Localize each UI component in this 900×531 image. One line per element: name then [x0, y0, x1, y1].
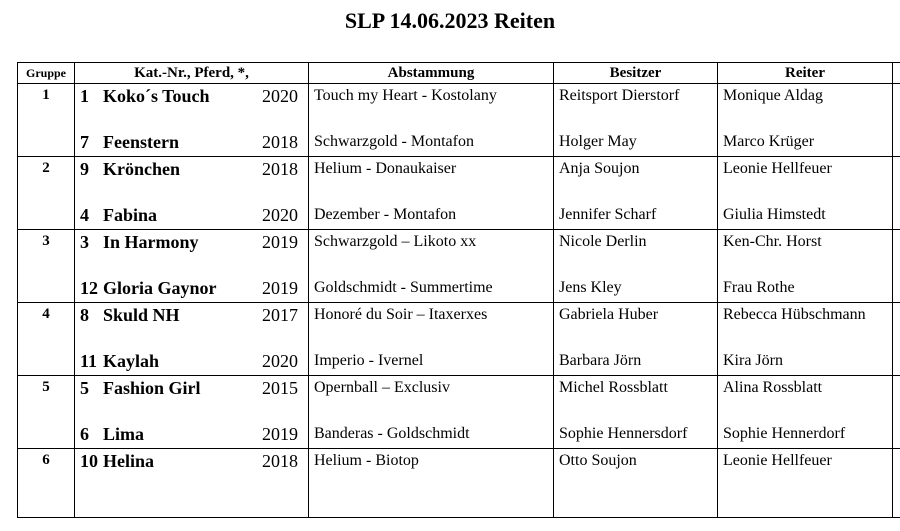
horse-name: Skuld NH — [103, 305, 180, 325]
pedigree: Imperio - Ivernel — [314, 352, 424, 369]
horse-name: Koko´s Touch — [103, 86, 210, 106]
catalog-number: 5 — [80, 378, 89, 398]
table-header-row — [18, 63, 900, 84]
catalog-number: 11 — [80, 351, 98, 371]
catalog-number: 9 — [80, 159, 89, 179]
empty-cell — [893, 449, 900, 518]
horse-entry — [75, 450, 308, 472]
owner: Michel Rossblatt — [559, 379, 668, 396]
rider: Leonie Hellfeuer — [723, 160, 832, 177]
horse-entry — [75, 277, 308, 299]
horse-cell — [75, 376, 309, 449]
horse-entry — [75, 158, 308, 180]
table-row — [18, 376, 900, 449]
pedigree-cell — [309, 376, 554, 449]
horse-entry — [75, 423, 308, 445]
group-number: 5 — [18, 376, 75, 449]
pedigree: Goldschmidt - Summertime — [314, 279, 493, 296]
header-abstammung: Abstammung — [309, 63, 554, 84]
catalog-number: 12 — [80, 278, 98, 298]
pedigree-cell — [309, 230, 554, 303]
catalog-number: 4 — [80, 205, 89, 225]
header-besitzer: Besitzer — [554, 63, 718, 84]
group-number: 4 — [18, 303, 75, 376]
group-number: 6 — [18, 449, 75, 518]
catalog-number: 8 — [80, 305, 89, 325]
birth-year: 2018 — [262, 132, 298, 152]
table-row — [18, 303, 900, 376]
horse-name: Fashion Girl — [103, 378, 201, 398]
owner: Otto Soujon — [559, 452, 637, 469]
owner-cell — [554, 449, 718, 518]
rider: Kira Jörn — [723, 352, 783, 369]
group-number: 2 — [18, 157, 75, 230]
pedigree: Dezember - Montafon — [314, 206, 457, 223]
owner: Holger May — [559, 133, 637, 150]
empty-cell — [893, 157, 900, 230]
horse-cell — [75, 84, 309, 157]
rider-cell — [718, 449, 893, 518]
horse-cell — [75, 157, 309, 230]
header-pferd: Kat.-Nr., Pferd, *, — [75, 63, 309, 84]
empty-cell — [893, 303, 900, 376]
table-row — [18, 157, 900, 230]
owner-cell — [554, 303, 718, 376]
rider-cell — [718, 376, 893, 449]
empty-cell — [893, 84, 900, 157]
birth-year: 2018 — [262, 159, 298, 179]
pedigree: Helium - Biotop — [314, 452, 419, 469]
rider-cell — [718, 303, 893, 376]
birth-year: 2017 — [262, 305, 298, 325]
birth-year: 2015 — [262, 378, 298, 398]
rider: Marco Krüger — [723, 133, 815, 150]
empty-cell — [893, 230, 900, 303]
owner-cell — [554, 84, 718, 157]
horse-entry — [75, 231, 308, 253]
birth-year: 2019 — [262, 424, 298, 444]
horse-entry — [75, 85, 308, 107]
header-gruppe: Gruppe — [18, 63, 75, 84]
owner: Anja Soujon — [559, 160, 640, 177]
owner: Gabriela Huber — [559, 306, 659, 323]
owner: Barbara Jörn — [559, 352, 642, 369]
horse-name: Gloria Gaynor — [103, 278, 217, 298]
rider: Sophie Hennerdorf — [723, 425, 846, 442]
owner-cell — [554, 376, 718, 449]
rider: Rebecca Hübschmann — [723, 306, 866, 323]
horse-entry — [75, 377, 308, 399]
birth-year: 2018 — [262, 451, 298, 471]
owner: Jennifer Scharf — [559, 206, 657, 223]
horse-entry — [75, 204, 308, 226]
horse-name: Lima — [103, 424, 145, 444]
horse-name: Kaylah — [103, 351, 160, 371]
rider: Leonie Hellfeuer — [723, 452, 832, 469]
pedigree: Banderas - Goldschmidt — [314, 425, 470, 442]
rider: Monique Aldag — [723, 87, 823, 104]
pedigree: Opernball – Exclusiv — [314, 379, 450, 396]
horse-cell — [75, 303, 309, 376]
rider: Giulia Himstedt — [723, 206, 826, 223]
owner: Nicole Derlin — [559, 233, 647, 250]
birth-year: 2019 — [262, 278, 298, 298]
horse-name: Feenstern — [103, 132, 179, 152]
table-row — [18, 84, 900, 157]
owner-cell — [554, 230, 718, 303]
catalog-number: 3 — [80, 232, 89, 252]
owner: Jens Kley — [559, 279, 622, 296]
pedigree: Honoré du Soir – Itaxerxes — [314, 306, 488, 323]
group-number: 1 — [18, 84, 75, 157]
header-reiter: Reiter — [718, 63, 893, 84]
birth-year: 2020 — [262, 351, 298, 371]
rider: Ken-Chr. Horst — [723, 233, 822, 250]
pedigree: Schwarzgold - Montafon — [314, 133, 474, 150]
pedigree: Schwarzgold – Likoto xx — [314, 233, 477, 250]
catalog-number: 7 — [80, 132, 89, 152]
owner: Reitsport Dierstorf — [559, 87, 680, 104]
rider-cell — [718, 230, 893, 303]
pedigree: Helium - Donaukaiser — [314, 160, 457, 177]
owner-cell — [554, 157, 718, 230]
horse-entry — [75, 304, 308, 326]
horse-entry — [75, 131, 308, 153]
horse-entry — [75, 350, 308, 372]
birth-year: 2019 — [262, 232, 298, 252]
horse-name: Fabina — [103, 205, 158, 225]
birth-year: 2020 — [262, 86, 298, 106]
pedigree-cell — [309, 303, 554, 376]
owner: Sophie Hennersdorf — [559, 425, 688, 442]
horse-name: Krönchen — [103, 159, 181, 179]
rider-cell — [718, 84, 893, 157]
table-row — [18, 230, 900, 303]
horse-name: In Harmony — [103, 232, 199, 252]
horse-cell — [75, 230, 309, 303]
start-list-table — [17, 62, 900, 518]
header-empty — [893, 63, 900, 84]
rider: Frau Rothe — [723, 279, 795, 296]
pedigree-cell — [309, 157, 554, 230]
horse-cell — [75, 449, 309, 518]
horse-name: Helina — [103, 451, 155, 471]
pedigree: Touch my Heart - Kostolany — [314, 87, 497, 104]
group-number: 3 — [18, 230, 75, 303]
catalog-number: 10 — [80, 451, 98, 471]
pedigree-cell — [309, 84, 554, 157]
rider: Alina Rossblatt — [723, 379, 823, 396]
table-row — [18, 449, 900, 518]
empty-cell — [893, 376, 900, 449]
page-title: SLP 14.06.2023 Reiten — [344, 8, 556, 33]
rider-cell — [718, 157, 893, 230]
pedigree-cell — [309, 449, 554, 518]
catalog-number: 6 — [80, 424, 89, 444]
catalog-number: 1 — [80, 86, 89, 106]
birth-year: 2020 — [262, 205, 298, 225]
